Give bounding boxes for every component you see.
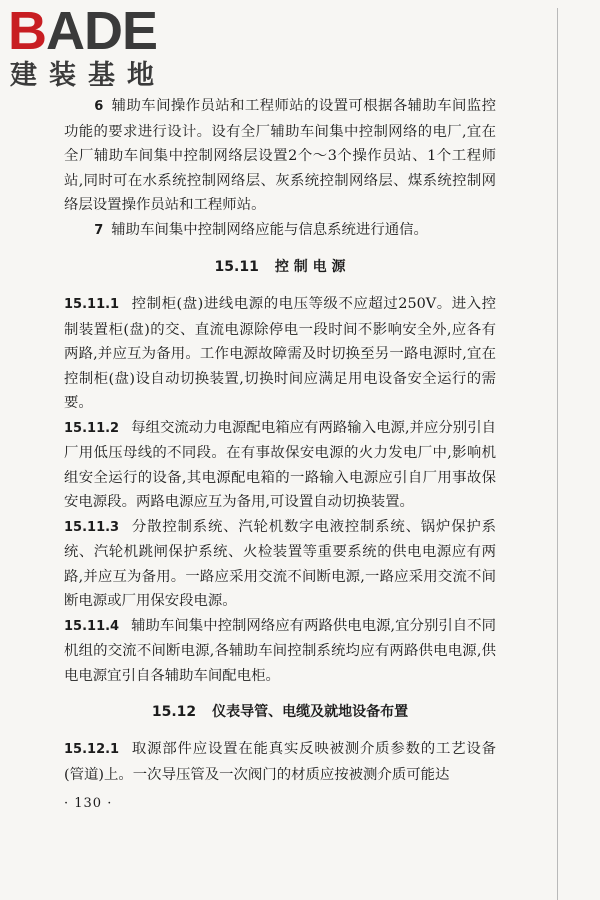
clause-text: 辅助车间集中控制网络应有两路供电电源,宜分别引自不同机组的交流不间断电源,各辅助车间控制系统均应有两路供电电源,供电电源宜引自各辅助车间配电柜。 (64, 617, 496, 684)
section-title: 仪表导管、电缆及就地设备布置 (212, 704, 409, 720)
clause-text: 取源部件应设置在能真实反映被测介质参数的工艺设备(管道)上。一次导压管及一次阀门的材质应按被测介质可能达 (64, 741, 496, 783)
logo-accent-letter: B (8, 1, 46, 61)
clause-15-11-4 (64, 614, 496, 689)
page-edge-rule (557, 8, 558, 900)
clause-15-11-1 (64, 292, 496, 416)
page-body (64, 94, 496, 787)
item-text: 辅助车间操作员站和工程师站的设置可根据各辅助车间监控功能的要求进行设计。设有全厂辅助车间集中控制网络的电厂,宜在全厂辅助车间集中控制网络层设置2个～3个操作员站、1个工程师站,同时可在水系统控制网络层、灰系统控制网络层、煤系统控制网络层设置操作员站和工程师站。 (64, 98, 496, 213)
section-heading-15-11 (64, 255, 496, 279)
clause-text: 每组交流动力电源配电箱应有两路输入电源,并应分别引自厂用低压母线的不同段。在有事故保安电源的火力发电厂中,影响机组安全运行的设备,其电源配电箱的一路输入电源应引自厂用事故保安电源段。两路电源应互为备用,可设置自动切换装置。 (64, 419, 496, 510)
item-number: 6 (94, 99, 104, 114)
section-number: 15.11 (214, 259, 259, 275)
clause-number: 15.11.3 (64, 519, 120, 535)
clause-text: 控制柜(盘)进线电源的电压等级不应超过250V。进入控制装置柜(盘)的交、直流电源除停电一段时间不影响安全外,应各有两路,并应互为备用。工作电源故障需及时切换至另一路电源时,宜在控制柜(盘)设自动切换装置,切换时间应满足用电设备安全运行的需要。 (64, 296, 496, 411)
logo-letters: ADE (46, 1, 158, 61)
item-number: 7 (94, 222, 104, 238)
section-heading-15-12 (64, 700, 496, 724)
clause-number: 15.11.1 (64, 297, 120, 312)
item-text: 辅助车间集中控制网络应能与信息系统进行通信。 (111, 221, 428, 238)
clause-number: 15.12.1 (64, 742, 120, 757)
logo-wordmark (8, 1, 158, 61)
watermark-logo (8, 1, 183, 94)
clause-15-11-2 (64, 416, 496, 515)
clause-number: 15.11.2 (64, 420, 120, 436)
page-number: · 130 · (64, 796, 113, 811)
section-title: 控 制 电 源 (274, 259, 346, 275)
section-number: 15.12 (151, 704, 197, 720)
clause-number: 15.11.4 (64, 618, 120, 634)
clause-15-12-1 (64, 737, 496, 787)
clause-text: 分散控制系统、汽轮机数字电液控制系统、锅炉保护系统、汽轮机跳闸保护系统、火检装置等重要系统的供电电源应有两路,并应互为备用。一路应采用交流不间断电源,一路应采用交流不间断电源或厂用保安段电源。 (64, 518, 496, 609)
item-7 (64, 218, 496, 244)
clause-15-11-3 (64, 515, 496, 614)
logo-subtitle: 建装基地 (10, 60, 166, 91)
item-6 (64, 94, 496, 218)
